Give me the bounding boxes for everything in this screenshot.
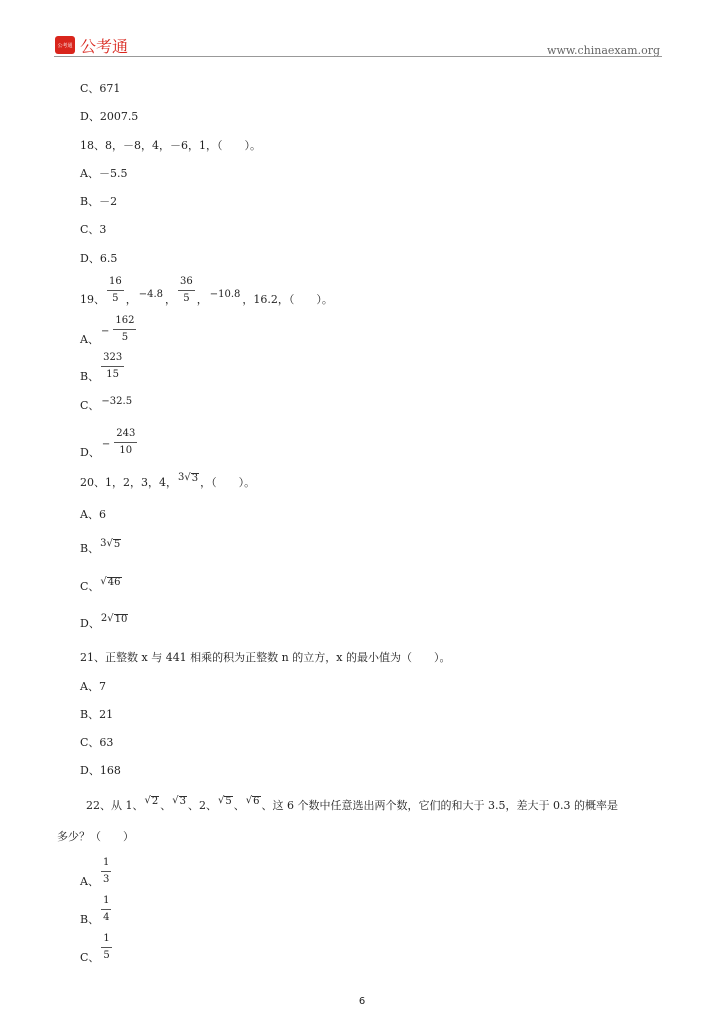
radicand: 10 — [114, 614, 128, 625]
q22-option-a — [80, 856, 113, 887]
sep: ， — [125, 293, 137, 306]
denominator: 5 — [103, 950, 110, 961]
fraction — [101, 896, 111, 923]
radical: √ 2 — [144, 795, 159, 807]
radicand: 46 — [107, 577, 121, 588]
option-label: A、 — [80, 333, 99, 346]
numerator: 16 — [107, 277, 124, 291]
q19-option-c — [80, 395, 134, 412]
q17-option-c: C、671 — [80, 82, 121, 95]
numerator: 1 — [101, 858, 111, 872]
radicand: 5 — [225, 796, 232, 807]
numerator: 1 — [101, 934, 111, 948]
logo-text: 公考通 — [80, 37, 129, 56]
sep: ， — [196, 293, 208, 306]
numerator: 323 — [101, 353, 124, 367]
numerator: 162 — [113, 316, 136, 330]
q22-stem — [86, 795, 618, 812]
option-value: −32.5 — [101, 395, 133, 407]
denominator: 10 — [119, 445, 133, 456]
fraction — [114, 429, 137, 456]
page-number: 6 — [358, 996, 366, 1007]
radical: √ 6 — [245, 795, 260, 807]
option-label: B、 — [80, 913, 100, 926]
q18-option-d: D、6.5 — [80, 252, 118, 265]
stem-text: 20、1，2，3，4， — [80, 476, 177, 489]
q22-option-c — [80, 932, 114, 963]
coefficient: 3 — [100, 538, 107, 549]
q18-option-a: A、－5.5 — [80, 167, 128, 180]
radical: 2 √ 10 — [100, 613, 128, 625]
option-label: B、 — [80, 370, 100, 383]
site-url[interactable]: www.chinaexam.org — [547, 44, 660, 57]
option-label: A、 — [80, 875, 99, 888]
fraction — [178, 277, 195, 304]
minus-sign: − — [100, 325, 110, 337]
radicand: 2 — [151, 796, 159, 807]
coefficient: 3 — [178, 472, 185, 483]
q20-option-d — [80, 613, 129, 630]
denominator: 3 — [102, 874, 110, 885]
denominator: 15 — [106, 369, 119, 380]
option-label: B、 — [80, 542, 100, 555]
numerator: 243 — [114, 429, 137, 443]
q20-stem — [80, 472, 256, 489]
stem-tail: ，（ ）。 — [200, 476, 256, 489]
fraction — [101, 934, 111, 961]
radical: √ 3 — [172, 795, 186, 807]
q21-stem: 21、正整数 x 与 441 相乘的积为正整数 n 的立方，x 的最小值为（ ）。 — [80, 651, 451, 664]
radicand: 3 — [191, 473, 199, 484]
term: −10.8 — [209, 288, 241, 300]
sep: ， — [165, 293, 177, 306]
stem-text: 、这 6 个数中任意选出两个数，它们的和大于 3.5，差大于 0.3 的概率是 — [261, 799, 618, 812]
q20-option-c — [80, 576, 123, 593]
q19-option-d — [80, 427, 139, 458]
numerator: 36 — [178, 277, 195, 291]
q19-number: 19、 — [80, 293, 105, 306]
radicand: 6 — [253, 796, 260, 807]
q18-option-c: C、3 — [80, 223, 107, 236]
radical: 3 √ 5 — [100, 538, 121, 550]
header-divider — [54, 56, 662, 57]
stem-text: 、 — [233, 799, 245, 812]
radical: √ 5 — [218, 795, 232, 807]
q21-option-d: D、168 — [80, 764, 121, 777]
stem-text: 、2、 — [188, 799, 217, 812]
radicand: 5 — [113, 539, 121, 550]
q18-option-b: B、－2 — [80, 195, 118, 208]
q19-option-b — [80, 351, 126, 382]
numerator: 1 — [101, 896, 111, 910]
q21-option-c: C、63 — [80, 736, 114, 749]
coefficient: 2 — [100, 613, 108, 624]
term: −4.8 — [138, 288, 164, 300]
q19-stem — [80, 276, 333, 305]
logo-badge-text: 公考通 — [57, 42, 73, 49]
q21-option-a: A、7 — [80, 680, 106, 693]
fraction — [101, 858, 111, 885]
stem-tail: ，16.2，（ ）。 — [242, 293, 333, 306]
radical: √ 46 — [100, 576, 121, 588]
option-label: C、 — [80, 399, 100, 412]
minus-sign: − — [101, 438, 111, 450]
q22-stem-line2: 多少？（ ） — [57, 830, 134, 843]
fraction — [107, 277, 124, 304]
stem-text: 22、从 1、 — [86, 799, 144, 812]
q20-option-b — [80, 538, 122, 555]
q22-option-b — [80, 894, 113, 925]
option-label: D、 — [80, 617, 100, 630]
denominator: 5 — [121, 332, 129, 343]
radicand: 3 — [179, 796, 186, 807]
q17-option-d: D、2007.5 — [80, 110, 139, 123]
radical: 3 √ 3 — [178, 472, 199, 484]
option-label: C、 — [80, 951, 100, 964]
option-label: C、 — [80, 580, 100, 593]
q18-stem: 18、8，－8，4，－6，1，（ ）。 — [80, 139, 261, 152]
fraction — [101, 353, 124, 380]
q19-option-a — [80, 314, 138, 345]
stem-text: 、 — [160, 799, 172, 812]
q20-option-a: A、6 — [80, 508, 106, 521]
denominator: 5 — [183, 293, 190, 304]
denominator: 4 — [103, 912, 110, 923]
logo-icon — [55, 36, 75, 54]
q21-option-b: B、21 — [80, 708, 114, 721]
denominator: 5 — [112, 293, 119, 304]
fraction — [113, 316, 136, 343]
option-label: D、 — [80, 446, 100, 459]
